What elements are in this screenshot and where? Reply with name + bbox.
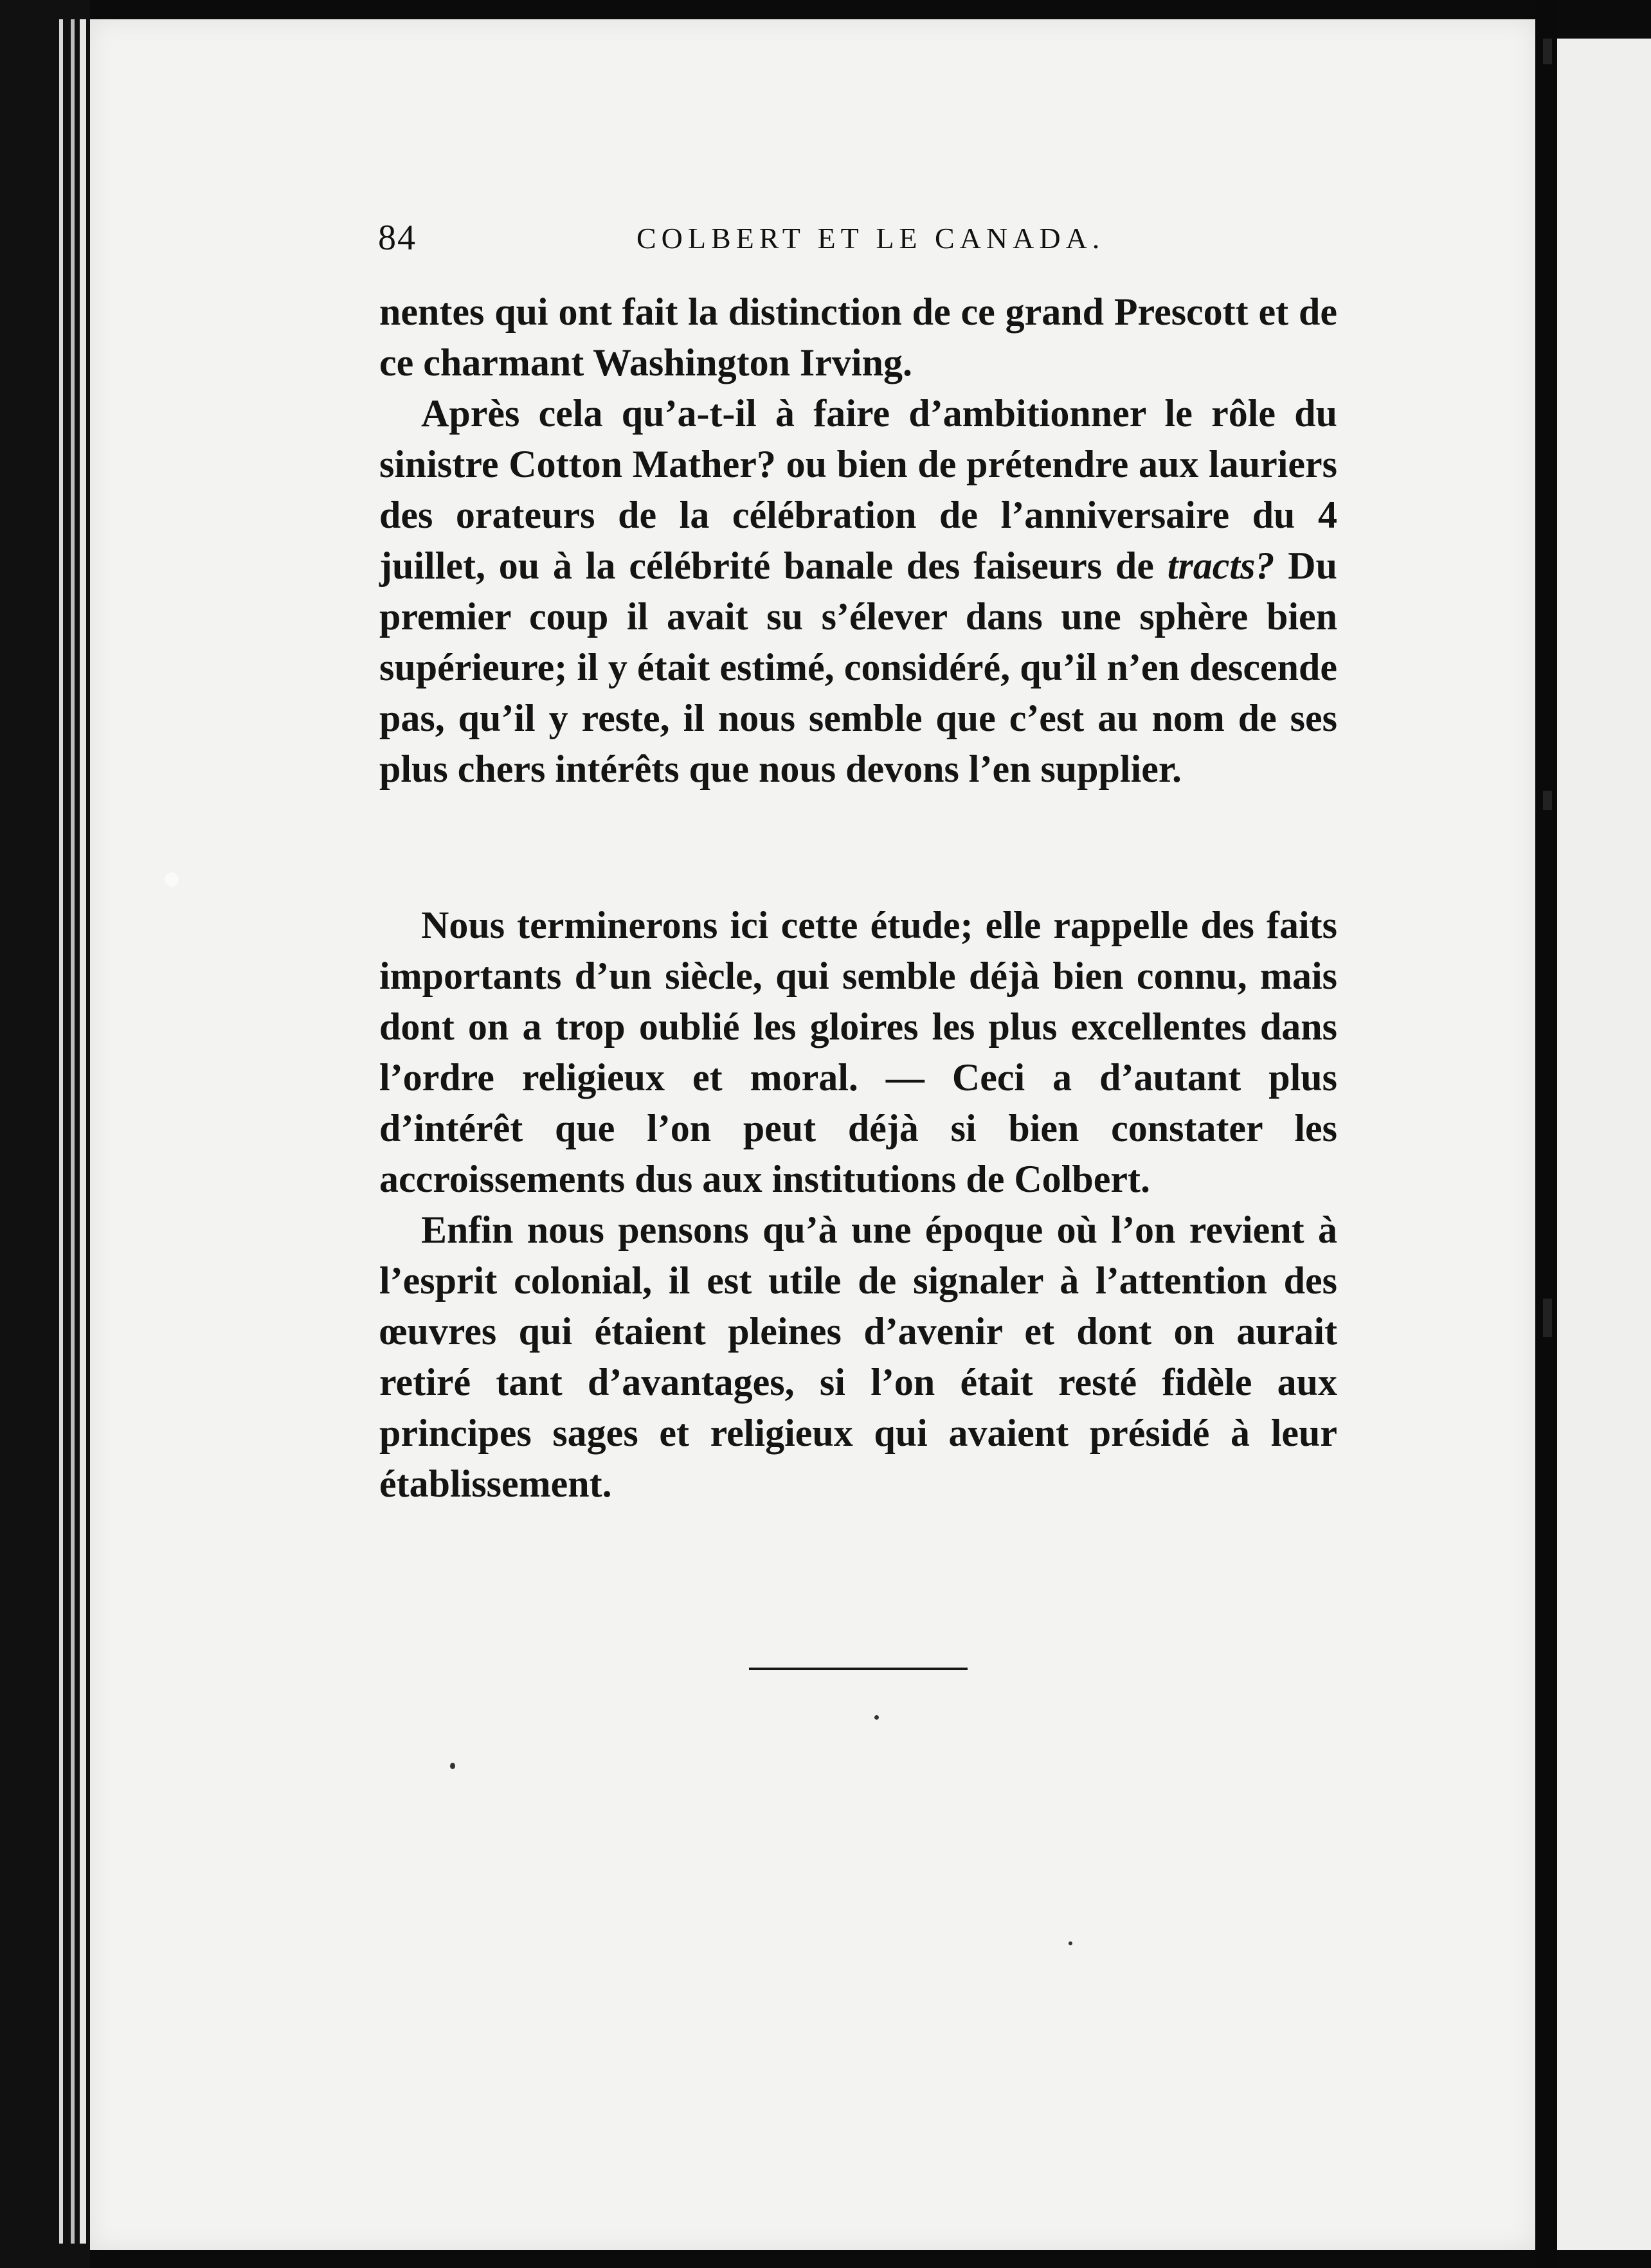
closing-rule bbox=[749, 1668, 968, 1670]
print-speck bbox=[1069, 1941, 1072, 1945]
facing-page-edge bbox=[1557, 39, 1651, 2250]
paragraph-text: Après cela qu’a-t-il à faire d’ambitionner le rôle du sinistre Cotton Mather? ou bien de prétendre aux lauriers des orateurs de la célébration de l’anniversaire du 4 juillet, ou à la célébrité banale des faiseurs de bbox=[379, 392, 1337, 587]
gutter-mark bbox=[1543, 1299, 1552, 1337]
running-title: COLBERT ET LE CANADA. bbox=[636, 222, 1105, 255]
text-block-upper bbox=[379, 287, 1337, 795]
paragraph-final: Enfin nous pensons qu’à une époque où l’on revient à l’esprit colonial, il est utile de signaler à l’attention des œuvres qui étaient pleines d’avenir et dont on aurait retiré tant d’avantages, si l’on était resté fidèle aux principes sages et religieux qui avaient présidé à leur établissement. bbox=[379, 1209, 1337, 1505]
gutter-mark bbox=[1543, 791, 1552, 810]
page-number: 84 bbox=[378, 218, 417, 258]
print-speck bbox=[165, 872, 179, 887]
page-stack-edge bbox=[71, 19, 75, 2244]
text-block-lower bbox=[379, 900, 1337, 1509]
paragraph-cotton-mather bbox=[379, 388, 1337, 795]
book-gutter bbox=[1535, 0, 1557, 2268]
print-speck bbox=[450, 1763, 455, 1769]
paragraph-text: Du premier coup il avait su s’élever dans une sphère bien supérieure; il y était estimé, considéré, qu’il n’en descende pas, qu’il y reste, il nous semble que c’est au nom de ses plus chers intérêts que nous devons l’en supplier. bbox=[379, 544, 1337, 790]
italic-word-tracts: tracts? bbox=[1167, 544, 1275, 587]
page-stack-edge bbox=[59, 19, 63, 2244]
paragraph-conclusion: Nous terminerons ici cette étude; elle rappelle des faits importants d’un siècle, qui semble déjà bien connu, mais dont on a trop oublié les gloires les plus excellentes dans l’ordre religieux et moral. — Ceci a d’autant plus d’intérêt que l’on peut déjà si bien constater les accroissements dus aux institutions de Colbert. bbox=[379, 904, 1337, 1200]
gutter-mark bbox=[1543, 39, 1552, 64]
print-speck bbox=[874, 1715, 879, 1720]
page-stack-edge bbox=[80, 19, 86, 2244]
paragraph-continuation: nentes qui ont fait la distinction de ce grand Prescott et de ce charmant Washington Irving. bbox=[379, 291, 1337, 384]
book-binding bbox=[0, 0, 90, 2268]
